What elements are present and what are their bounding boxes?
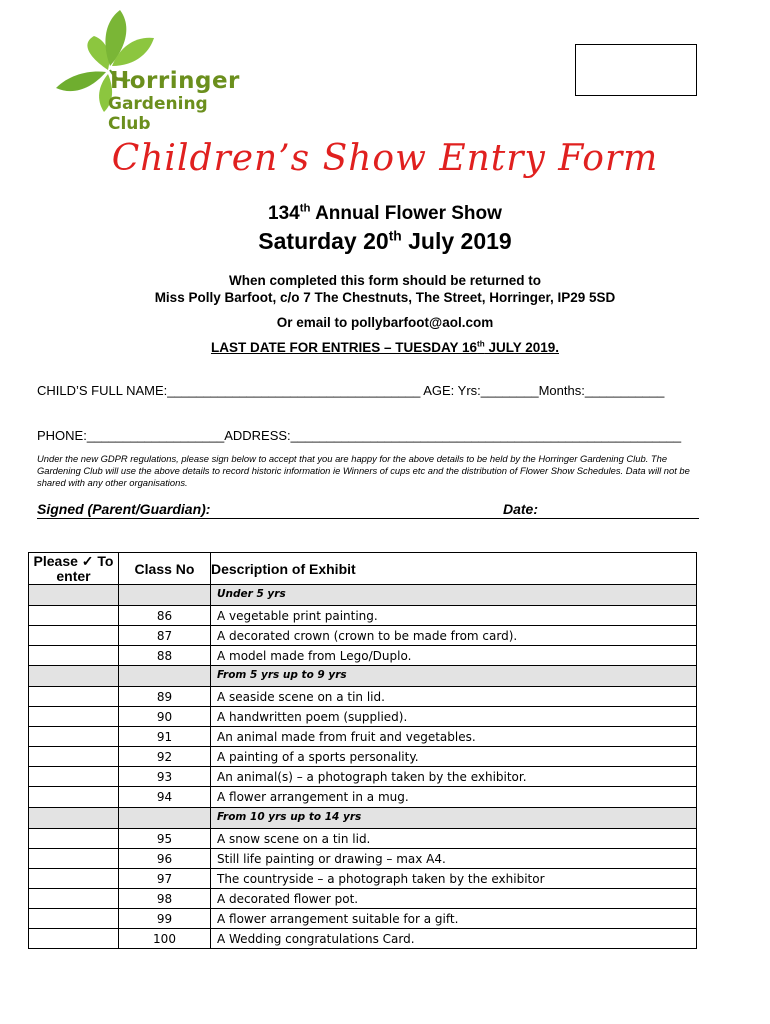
entry-checkbox[interactable]: [29, 909, 119, 929]
exhibit-description: A handwritten poem (supplied).: [211, 707, 697, 727]
exhibit-description: A snow scene on a tin lid.: [211, 829, 697, 849]
class-number: 86: [119, 606, 211, 626]
return-email: Or email to pollybarfoot@aol.com: [276, 315, 494, 330]
section-label: Under 5 yrs: [211, 585, 697, 606]
return-address: Miss Polly Barfoot, c/o 7 The Chestnuts, The Street, Horringer, IP29 5SD: [154, 290, 616, 305]
entry-checkbox[interactable]: [29, 626, 119, 646]
signature-line[interactable]: [37, 518, 699, 519]
class-number: 91: [119, 727, 211, 747]
exhibit-description: A flower arrangement in a mug.: [211, 787, 697, 808]
class-number: 94: [119, 787, 211, 808]
entry-checkbox[interactable]: [29, 606, 119, 626]
date-label: Date:: [503, 501, 539, 517]
table-row: [29, 849, 697, 869]
club-logo: [50, 8, 250, 134]
exhibit-description: The countryside – a photograph taken by the exhibitor: [211, 869, 697, 889]
show-date: Saturday 20th July 2019: [258, 228, 512, 254]
exhibit-description: A Wedding congratulations Card.: [211, 929, 697, 949]
entry-checkbox[interactable]: [29, 767, 119, 787]
exhibit-description: A painting of a sports personality.: [211, 747, 697, 767]
exhibit-description: A seaside scene on a tin lid.: [211, 687, 697, 707]
header-class-no: Class No: [119, 553, 211, 585]
table-row: [29, 909, 697, 929]
form-title: Children’s Show Entry Form: [111, 138, 659, 179]
last-entry-date: LAST DATE FOR ENTRIES – TUESDAY 16th JULY 2019.: [210, 339, 559, 355]
entry-checkbox[interactable]: [29, 687, 119, 707]
class-number: 88: [119, 646, 211, 666]
header-description: Description of Exhibit: [211, 553, 697, 585]
entry-number-box[interactable]: [575, 44, 697, 96]
exhibit-description: A decorated flower pot.: [211, 889, 697, 909]
entry-checkbox[interactable]: [29, 787, 119, 808]
table-row: [29, 929, 697, 949]
entry-checkbox[interactable]: [29, 727, 119, 747]
section-label: From 5 yrs up to 9 yrs: [211, 666, 697, 687]
entry-checkbox[interactable]: [29, 747, 119, 767]
child-name-age-field[interactable]: CHILD’S FULL NAME:___________________________________ AGE: Yrs:________Months:___________: [37, 383, 665, 398]
exhibit-table: [28, 552, 697, 949]
entry-checkbox[interactable]: [29, 929, 119, 949]
table-row: [29, 626, 697, 646]
phone-address-field[interactable]: PHONE:___________________ADDRESS:______________________________________________________: [37, 428, 682, 443]
entry-checkbox[interactable]: [29, 829, 119, 849]
table-row: [29, 707, 697, 727]
table-row: [29, 606, 697, 626]
class-number: 87: [119, 626, 211, 646]
exhibit-description: An animal(s) – a photograph taken by the exhibitor.: [211, 767, 697, 787]
table-header-row: [29, 553, 697, 585]
section-row: [29, 585, 697, 606]
table-row: [29, 869, 697, 889]
entry-checkbox[interactable]: [29, 707, 119, 727]
exhibit-description: A decorated crown (crown to be made from card).: [211, 626, 697, 646]
table-row: [29, 767, 697, 787]
logo-title: Horringer: [110, 68, 240, 94]
exhibit-description: A model made from Lego/Duplo.: [211, 646, 697, 666]
table-row: [29, 747, 697, 767]
section-row: [29, 666, 697, 687]
class-number: 99: [119, 909, 211, 929]
section-row: [29, 808, 697, 829]
entry-checkbox[interactable]: [29, 849, 119, 869]
exhibit-description: A flower arrangement suitable for a gift.: [211, 909, 697, 929]
header-please-enter: Please ✓ To enter: [29, 553, 119, 585]
logo-subtitle: Gardening Club: [108, 94, 208, 134]
signed-label: Signed (Parent/Guardian):: [37, 501, 211, 517]
class-number: 89: [119, 687, 211, 707]
table-row: [29, 687, 697, 707]
table-row: [29, 727, 697, 747]
class-number: 95: [119, 829, 211, 849]
table-row: [29, 829, 697, 849]
class-number: 98: [119, 889, 211, 909]
entry-checkbox[interactable]: [29, 889, 119, 909]
class-number: 97: [119, 869, 211, 889]
table-row: [29, 646, 697, 666]
exhibit-description: A vegetable print painting.: [211, 606, 697, 626]
entry-checkbox[interactable]: [29, 646, 119, 666]
table-row: [29, 787, 697, 808]
class-number: 96: [119, 849, 211, 869]
class-number: 90: [119, 707, 211, 727]
section-label: From 10 yrs up to 14 yrs: [211, 808, 697, 829]
exhibit-description: Still life painting or drawing – max A4.: [211, 849, 697, 869]
entry-checkbox[interactable]: [29, 869, 119, 889]
gdpr-notice: Under the new GDPR regulations, please sign below to accept that you are happy for the above details to be held by the Horringer Gardening Club. The Gardening Club will use the above details to record historic information ie Winners of cups etc and the distribution of Flower Show Schedules. Data will not be shared with any other organisations.: [37, 453, 690, 488]
class-number: 92: [119, 747, 211, 767]
show-name: 134th Annual Flower Show: [268, 202, 502, 224]
table-row: [29, 889, 697, 909]
class-number: 100: [119, 929, 211, 949]
return-instruction: When completed this form should be returned to: [228, 273, 541, 288]
class-number: 93: [119, 767, 211, 787]
exhibit-description: An animal made from fruit and vegetables.: [211, 727, 697, 747]
